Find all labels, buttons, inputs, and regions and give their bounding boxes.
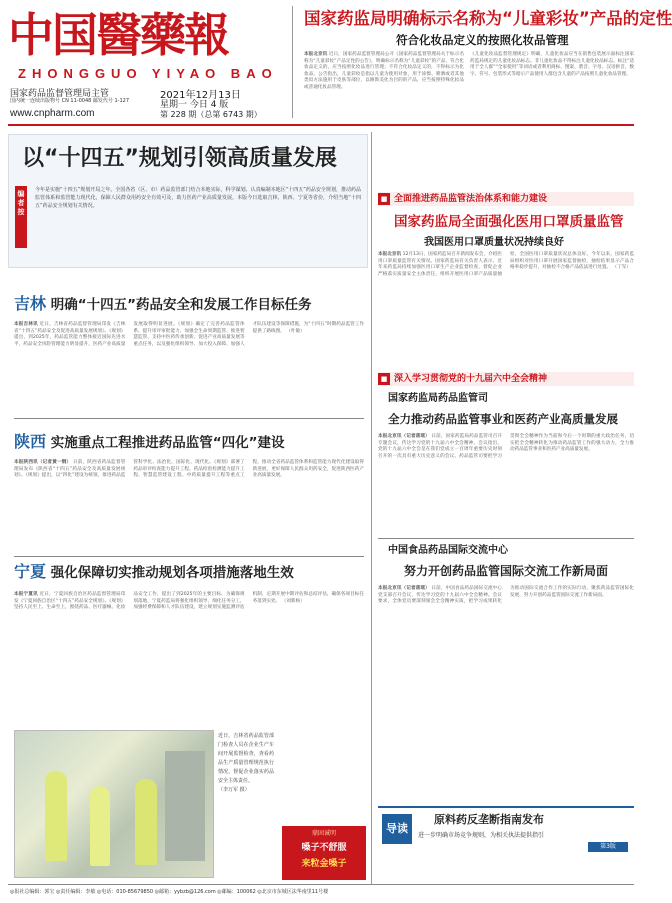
story4-body: 本报北京讯（记者落瑶） 日前，中国食品药品国际交流中心党支部召开会议，传达学习党的十九届六中全会精神。会议要求，全体党员要深刻领会全会精神实质，把学习成果转化为推动国际交流合作工作的实际行动，聚焦药品监管国际化发展，努力开创药品监管国际交流工作新局面。 — [378, 586, 634, 605]
story2-headline: 国家药监局全面强化医用口罩质量监管 — [394, 214, 624, 230]
photo-figure — [135, 779, 157, 865]
top-story-headline: 国家药监局明确标示名称为“儿童彩妆”产品的定性 — [304, 9, 672, 28]
teaser-subtitle: 进一步明确市场竞争规则，为相关执法提供指引 — [418, 832, 545, 839]
story3-body: 本报北京讯（记者落瑶） 日前，国家药监局药品监管司召开专题会议，传达学习党的十九届六中全会精神。会议指出，党的十九届六中全会是在我们党成立一百周年重要历史时刻召开的一次具有重大历史意义的会议。药品监管司要把学习贯彻全会精神作为当前和今后一个时期的重大政治任务，切实把全会精神转化为推动药品监管工作的强大动力，全力推动药品监管事业和医药产业高质量发展。 — [378, 434, 634, 459]
top-story-body-left: 本报北京讯 近日，国家药品监督管理局公开《国家药品监督管理局关于标示名称为“儿童彩妆”产品定性的公告》，明确标示名称为“儿童彩妆”的产品，符合化妆品定义的，应当按照化妆品进行管理；不符合化妆品定义的，不得标示为化妆品。公告指出，儿童彩妆是指以儿童为使用对象，用于涂擦、喷洒或者其他类似方法施用于皮肤等部位，以修饰美化为目的的产品，应当按照特殊化妆品或普通化妆品管理。 — [304, 52, 464, 90]
story4-headline: 努力开创药品监管国际交流工作新局面 — [404, 564, 609, 578]
footer-rule — [8, 884, 634, 885]
story3-headline: 全力推动药品监管事业和医药产业高质量发展 — [388, 412, 618, 426]
section-jilin-title: 明确“十四五”药品安全和发展工作目标任务 — [50, 297, 312, 313]
masthead-sponsor: 国家药品监督管理局主管 — [10, 89, 110, 99]
teaser-box[interactable] — [378, 806, 634, 882]
section-shaanxi-title: 实施重点工程推进药品监管“四化”建设 — [50, 435, 285, 451]
masthead-issue: 第 228 期（总第 6743 期） — [160, 110, 262, 119]
ad-line1: 嗓子不舒服 — [301, 843, 347, 853]
top-story-byline: 本报北京讯 — [304, 52, 328, 57]
masthead-url[interactable]: www.cnpharm.com — [10, 108, 95, 119]
section-ningxia-title: 强化保障切实推动规划各项措施落地生效 — [50, 565, 294, 581]
teaser-page[interactable]: 第3版 — [588, 842, 628, 852]
feature-headline: 以“十四五”规划引领高质量发展 — [22, 146, 337, 171]
section-ningxia-region: 宁夏 — [14, 562, 47, 581]
footer-info: ◎报社总编辑：郭宝 ◎责任编辑：李敏 ◎电话：010-85679850 ◎邮箱：yybzb@126.com ◎邮编：100062 ◎北京市东城区法华南里11号楼 — [10, 889, 329, 895]
photo-figure — [90, 786, 110, 866]
story2-subheadline: 我国医用口罩质量状况持续良好 — [424, 237, 564, 248]
teaser-title[interactable]: 原料药反垄断指南发布 — [434, 813, 544, 826]
advertisement[interactable] — [282, 826, 366, 880]
inspection-photo — [14, 730, 214, 878]
masthead-codes: 国内统一连续出版物号 CN 11-0048 邮发代号 1-127 — [10, 98, 130, 104]
section-shaanxi-region: 陕西 — [14, 432, 47, 451]
section-shaanxi-body: 本报陕西讯（记者黄一钢） 日前，陕西省药品监督管理局发布《陕西省“十四五”药品安全及高质量发展规划》。《规划》提出，以“四化”建设为统领，推进药品监管科学化、法治化、国际化、现代化。《规划》部署了药品审评检查能力提升工程、药品检验检测能力提升工程、智慧监管建设工程、中药质量提升工程等重点工程，推动全省药品监管体系和监管能力现代化建设取得新进展，更好保障人民群众用药安全，促进陕西医药产业高质量发展。 — [14, 460, 364, 479]
banner-plenum — [378, 372, 634, 386]
section-jilin-region: 吉林 — [14, 294, 47, 313]
banner-marker: ■ — [378, 193, 390, 205]
section-jilin-heading — [14, 294, 364, 315]
masthead-bottom-rule — [8, 124, 634, 126]
story2-body: 本报北京讯 12月13日，国家药监局召开新闻发布会，介绍医用口罩质量监管有关情况。国家药监局有关负责人表示，近年来药监局持续加强医用口罩生产企业监督检查，督促企业严格落实质量安全主体责任，组织开展医用口罩产品质量抽检，全国医用口罩质量状况总体良好。今年以来，国家药监局组织对医用口罩开展国家监督抽检，抽检结果显示产品合格率稳步提升，对抽检不合格产品依法进行处置。 （丁军） — [378, 252, 634, 277]
masthead-date: 2021年12月13日 — [160, 90, 241, 101]
photo-figure — [45, 771, 67, 861]
teaser-tag: 导读 — [382, 814, 412, 844]
banner-marker: ■ — [378, 373, 390, 385]
section-divider — [378, 538, 634, 539]
section-ningxia-body: 本报宁夏讯 近日，宁夏回族自治区药品监督管理局印发《宁夏回族自治区“十四五”药品安全规划》。《规划》坚持人民至上、生命至上，围绕药品、医疗器械、化妆品安全工作，提出了到2025年的主要目标。为确保规划落地，宁夏药监局将强化组织领导，细化任务分工，加强经费保障和人才队伍建设，建立规划实施监测评估机制，定期开展中期评估和总结评估，确保各项目标任务落到实处。 （刘新杨） — [14, 592, 364, 611]
column-divider — [371, 132, 372, 884]
banner-plenum-text: 深入学习贯彻党的十九届六中全会精神 — [394, 374, 548, 384]
masthead-weekday-pages: 星期一 今日 4 版 — [160, 100, 229, 110]
photo-caption: 近日，吉林省药品监管部门检查人员在企业生产车间开展监督检查，查看药品生产质量管理规范执行情况，督促企业落实药品安全主体责任。 （李万军 摄） — [218, 733, 274, 793]
section-shaanxi-heading — [14, 432, 364, 453]
section-ningxia-heading — [14, 562, 364, 583]
editor-note-label: 编者按 — [15, 186, 27, 248]
top-story-body-right: 《儿童化妆品监督管理规定》明确，儿童化妆品应当在销售包装展示面标注国家药监局规定的儿童化妆品标志。非儿童化妆品不得标注儿童化妆品标志。标注“适用于全人群”“全家使用”等词语或者利用商标、图案、谐音、字母、汉语拼音、数字、符号、包装形式等暗示产品使用人群包含儿童的产品按照儿童化妆品管理。 — [470, 52, 634, 77]
photo-machine — [165, 751, 205, 861]
section-jilin-body: 本报吉林讯 近日，吉林省药品监督管理局印发《吉林省“十四五”药品安全及促进高质量发展规划》。《规划》提出，到2025年，药品监管能力整体接近国际先进水平，药品安全风险管理能力明显提升，医药产业高质量发展取得明显进展。《规划》确定了完善药品监管体系、提升审评审批能力、加强全生命周期监管、推进智慧监管、支持中医药传承创新、促进产业高质量发展等重点任务，以及强化组织领导、加大投入保障、加强人才队伍建设等保障措施，为“十四五”时期药品监管工作提供了路线图。 （叶敏） — [14, 322, 364, 347]
feature-intro: 今年是实施“十四五”规划开局之年。全国各省（区、市）药品监管部门结合本地实际，科学谋划、认真编制本地区“十四五”药品安全规划，推动药品监管体系和监管能力现代化，保障人民群众用药安全有效可及，助力医药产业高质量发展。本版今日选取吉林、陕西、宁夏等省份，介绍当地“十四五”药品安全规划有关情况。 — [35, 187, 361, 210]
ad-line2: 来粒金嗓子 — [301, 859, 347, 869]
top-story-subheadline: 符合化妆品定义的按照化妆品管理 — [396, 33, 569, 47]
section-divider — [14, 418, 364, 419]
ad-brand: 鼎固诚明 — [311, 830, 336, 837]
masthead-divider — [292, 6, 293, 118]
story3-kicker: 国家药监局药品监管司 — [388, 393, 488, 404]
story4-kicker: 中国食品药品国际交流中心 — [388, 545, 508, 556]
masthead-title: 中国醫藥報 — [8, 8, 228, 62]
banner-rule-of-law-text: 全面推进药品监管法治体系和能力建设 — [394, 194, 548, 204]
masthead-pinyin: ZHONGGUO YIYAO BAO — [18, 66, 278, 81]
section-divider — [14, 556, 364, 557]
banner-rule-of-law — [378, 192, 634, 206]
